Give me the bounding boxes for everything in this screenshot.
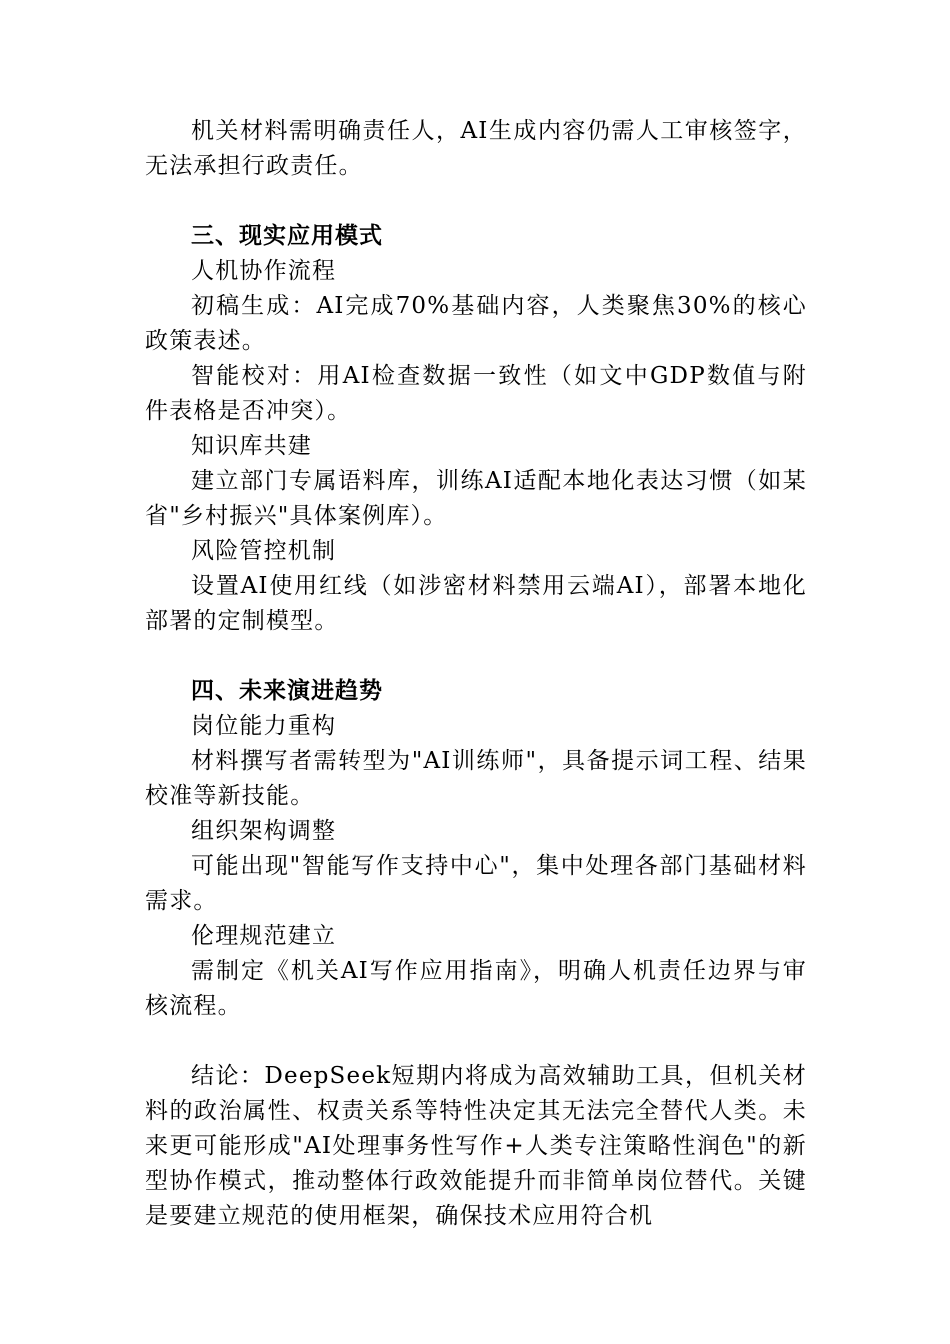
- subheading-org-adjustment: 组织架构调整: [191, 818, 337, 844]
- paragraph-writing-support-center: 可能出现"智能写作支持中心"，集中处理各部门基础材料需求。: [145, 853, 807, 914]
- subheading-risk-control: 风险管控机制: [191, 538, 337, 564]
- paragraph-ai-trainer: 材料撰写者需转型为"AI训练师"，具备提示词工程、结果校准等新技能。: [145, 748, 807, 809]
- section-heading-4: 四、未来演进趋势: [191, 678, 383, 704]
- section-heading-3: 三、现实应用模式: [191, 223, 383, 249]
- paragraph-corpus-building: 建立部门专属语料库，训练AI适配本地化表达习惯（如某省"乡村振兴"具体案例库）。: [145, 468, 807, 529]
- paragraph-ai-redlines: 设置AI使用红线（如涉密材料禁用云端AI），部署本地化部署的定制模型。: [145, 573, 807, 634]
- paragraph-smart-proofreading: 智能校对：用AI检查数据一致性（如文中GDP数值与附件表格是否冲突）。: [145, 363, 807, 424]
- subheading-knowledge-base: 知识库共建: [191, 433, 312, 459]
- subheading-role-restructuring: 岗位能力重构: [191, 713, 337, 739]
- section-spacer: [145, 1024, 807, 1059]
- conclusion-paragraph: 结论：DeepSeek短期内将成为高效辅助工具，但机关材料的政治属性、权责关系等特性决定其无法完全替代人类。未来更可能形成"AI处理事务性写作+人类专注策略性润色"的新型协作模式，推动整体行政效能提升而非简单岗位替代。关键是要建立规范的使用框架，确保技术应用符合机: [145, 1063, 807, 1229]
- subheading-ethics-norms: 伦理规范建立: [191, 923, 337, 949]
- paragraph-application-guide: 需制定《机关AI写作应用指南》，明确人机责任边界与审核流程。: [145, 958, 807, 1019]
- paragraph-draft-generation: 初稿生成：AI完成70%基础内容，人类聚焦30%的核心政策表述。: [145, 293, 807, 354]
- document-body: [145, 114, 807, 1234]
- subheading-collaboration-process: 人机协作流程: [191, 258, 337, 284]
- section-spacer: [145, 184, 807, 219]
- intro-paragraph: 机关材料需明确责任人，AI生成内容仍需人工审核签字，无法承担行政责任。: [145, 118, 807, 179]
- section-spacer: [145, 639, 807, 674]
